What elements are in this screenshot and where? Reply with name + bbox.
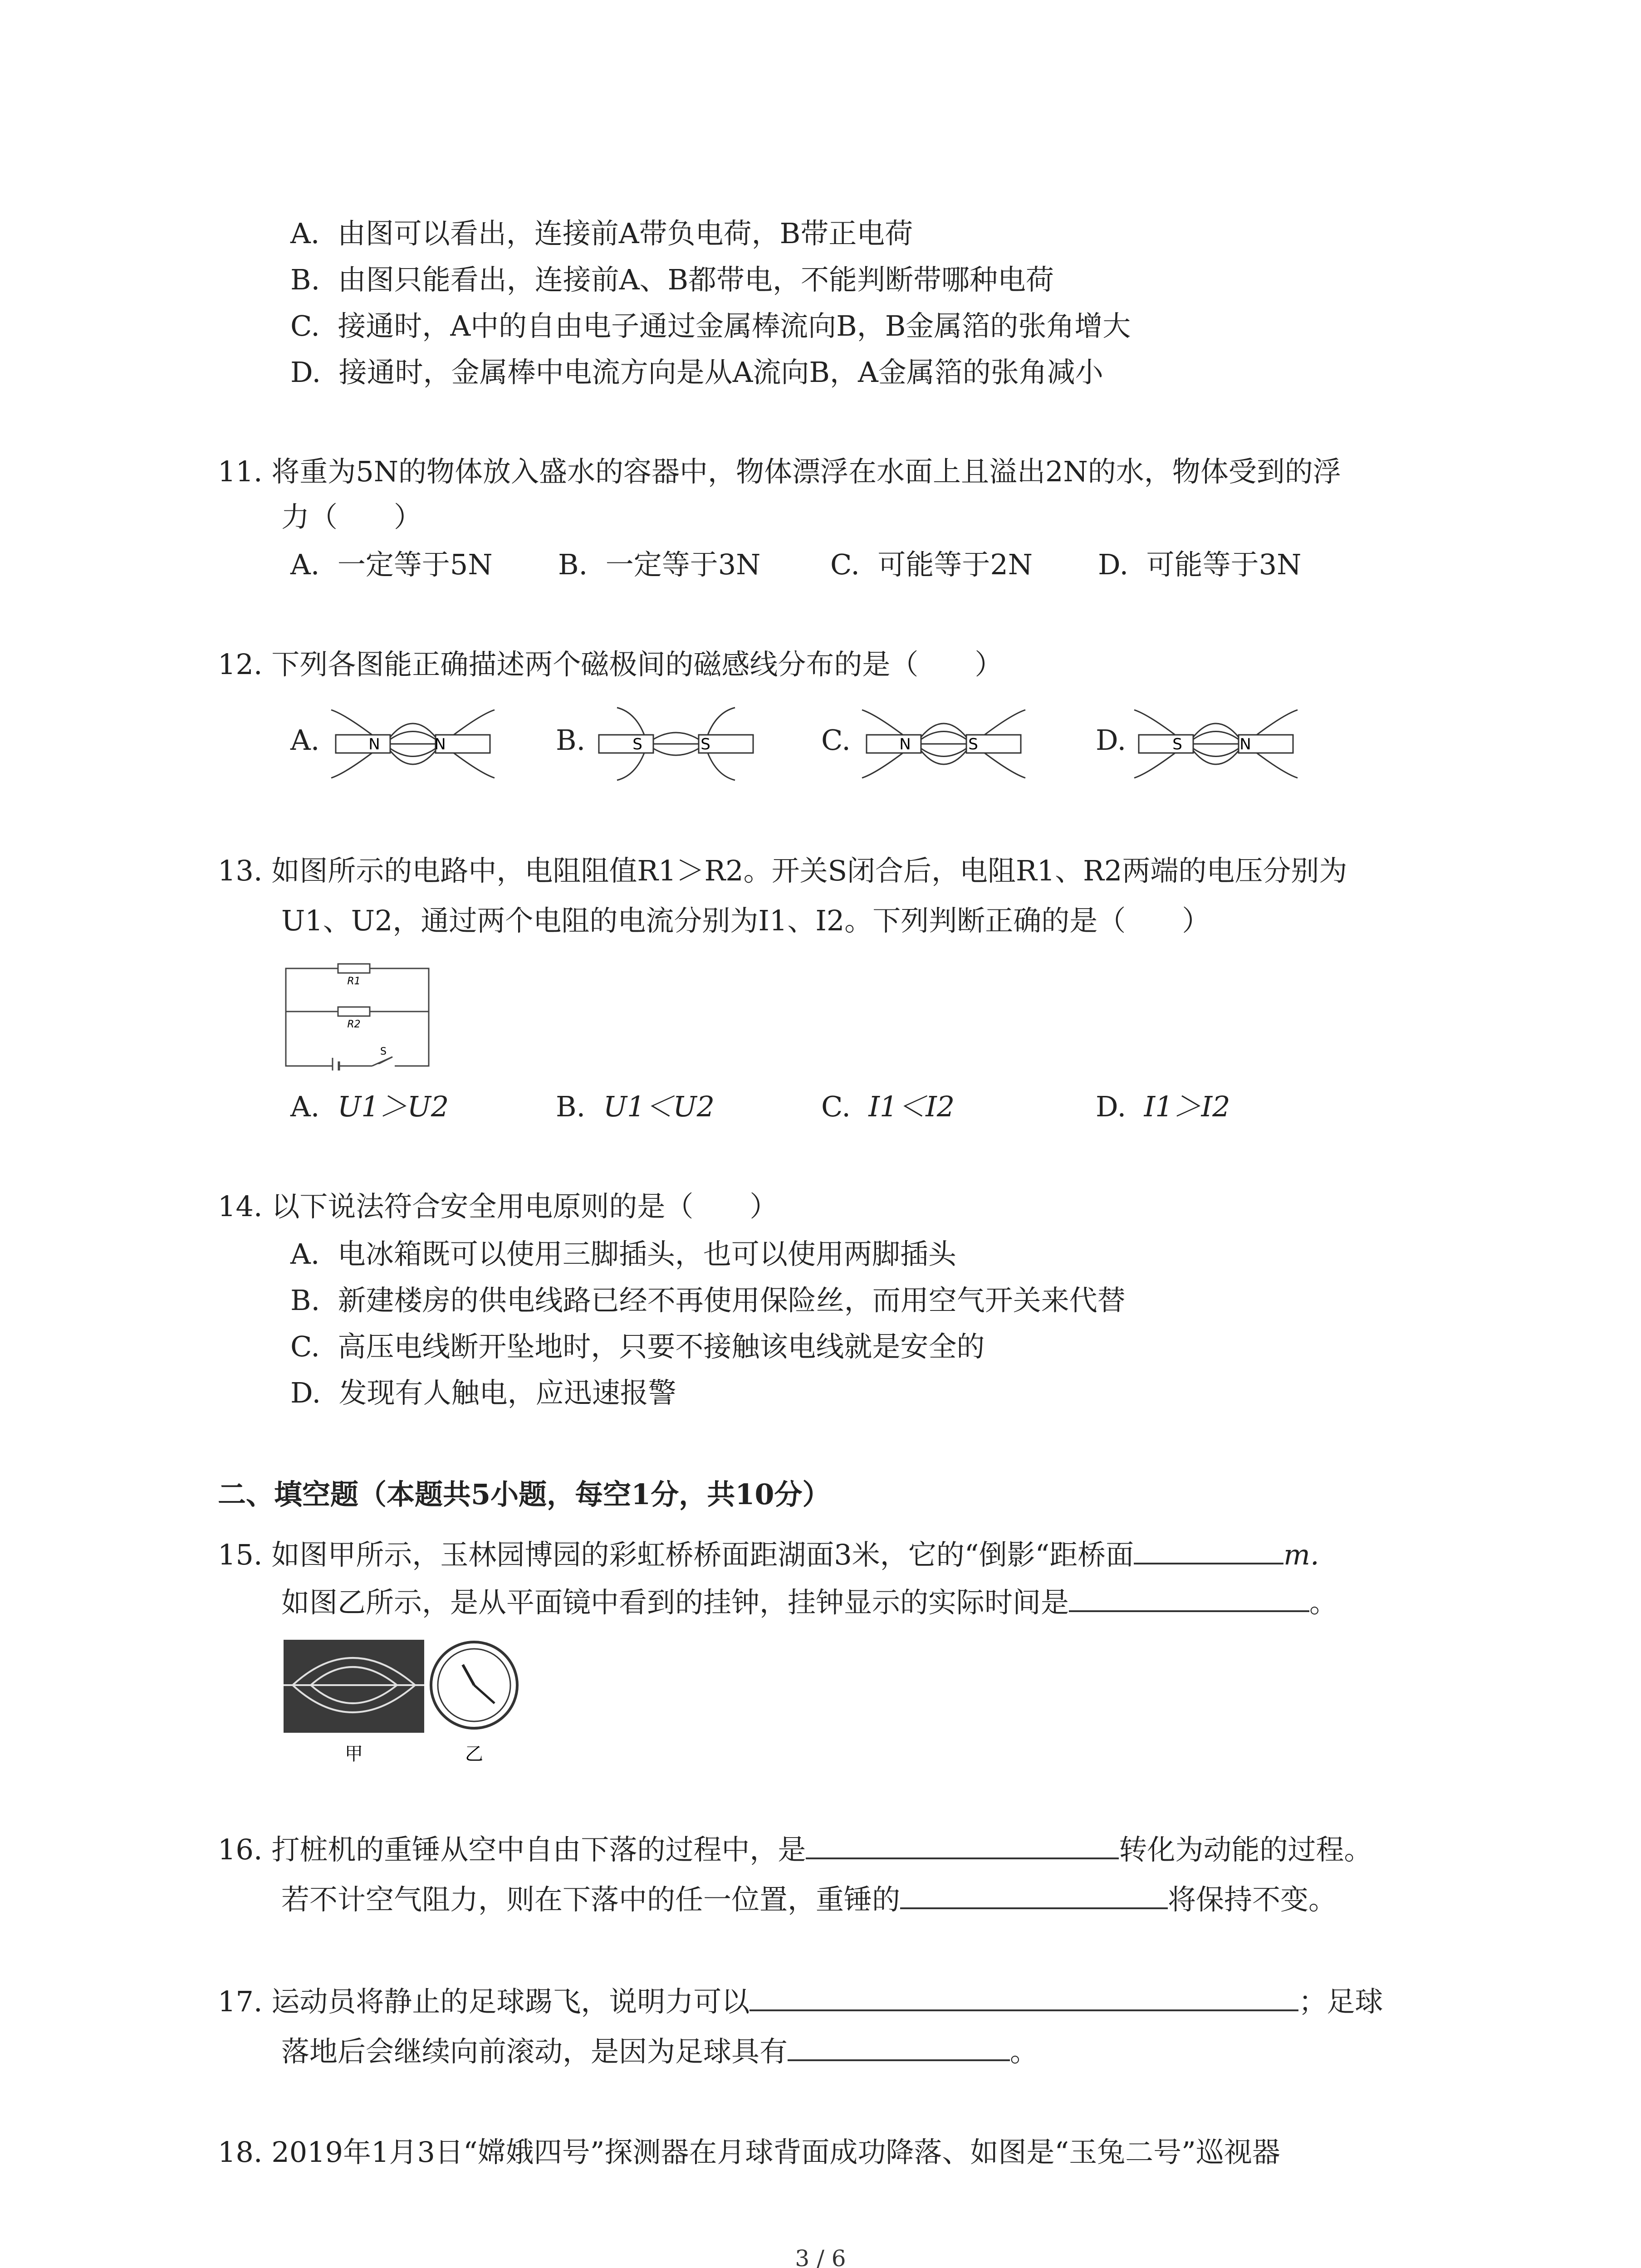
q11-option-a: A. 一定等于5N bbox=[290, 548, 493, 581]
magnet-b-right-pole: S bbox=[700, 735, 710, 753]
q15-line1: 15. 如图甲所示，玉林园博园的彩虹桥桥面距湖面3米，它的“倒影“距桥面 m. bbox=[218, 1535, 1319, 1573]
q14-stem: 14. 以下说法符合安全用电原则的是（ ） bbox=[218, 1190, 778, 1223]
q13-option-a: A. U1＞U2 bbox=[290, 1090, 449, 1123]
circuit-switch-label: S bbox=[380, 1046, 387, 1057]
section2-title: 二、填空题（本题共5小题，每空1分，共10分） bbox=[218, 1478, 831, 1511]
q13-circuit-diagram bbox=[284, 957, 433, 1070]
q17-line1: 17. 运动员将静止的足球踢飞，说明力可以 ；足球 bbox=[218, 1982, 1383, 2020]
q12-magnet-diagram-b bbox=[590, 705, 762, 782]
q13-option-b: B. U1＜U2 bbox=[556, 1090, 715, 1123]
q12-magnet-diagram-c bbox=[857, 705, 1030, 782]
q14-option-d: D. 发现有人触电，应迅速报警 bbox=[290, 1376, 676, 1409]
q10-option-b: B. 由图只能看出，连接前A、B都带电，不能判断带哪种电荷 bbox=[290, 263, 1054, 296]
magnet-c-right-pole: S bbox=[968, 735, 978, 753]
q14-option-a: A. 电冰箱既可以使用三脚插头，也可以使用两脚插头 bbox=[290, 1237, 956, 1271]
q15-blank-1[interactable] bbox=[1134, 1535, 1283, 1564]
q15-figures bbox=[284, 1640, 529, 1771]
q13-stem-line1: 13. 如图所示的电路中，电阻阻值R1＞R2。开关S闭合后，电阻R1、R2两端的电压分别为 bbox=[218, 854, 1347, 887]
circuit-r1-label: R1 bbox=[347, 976, 361, 987]
q18-line1: 18. 2019年1月3日“嫦娥四号”探测器在月球背面成功降落、如图是“玉兔二号”巡视器 bbox=[218, 2136, 1280, 2169]
fig-yi-label: 乙 bbox=[465, 1744, 483, 1765]
q11-stem-line1: 11. 将重为5N的物体放入盛水的容器中，物体漂浮在水面上且溢出2N的水，物体受到的浮 bbox=[218, 455, 1341, 488]
page-number: 3 / 6 bbox=[795, 2245, 846, 2268]
q13-option-d: D. I1＞I2 bbox=[1096, 1090, 1230, 1123]
magnet-d-left-pole: S bbox=[1172, 735, 1182, 753]
q12-option-b-letter: B. bbox=[556, 723, 586, 757]
q11-stem-line2: 力（ ） bbox=[281, 500, 422, 533]
bridge-photo bbox=[284, 1640, 424, 1733]
magnet-b-left-pole: S bbox=[632, 735, 642, 753]
q10-option-c: C. 接通时，A中的自由电子通过金属棒流向B，B金属箔的张角增大 bbox=[290, 309, 1131, 342]
q11-option-d: D. 可能等于3N bbox=[1098, 548, 1302, 581]
q10-option-d: D. 接通时，金属棒中电流方向是从A流向B，A金属箔的张角减小 bbox=[290, 356, 1103, 389]
q12-stem: 12. 下列各图能正确描述两个磁极间的磁感线分布的是（ ） bbox=[218, 648, 1003, 681]
q17-blank-1[interactable] bbox=[749, 1982, 1298, 2011]
q11-option-c: C. 可能等于2N bbox=[830, 548, 1033, 581]
q16-line1: 16. 打桩机的重锤从空中自由下落的过程中，是 转化为动能的过程。 bbox=[218, 1830, 1372, 1868]
q15-blank-2[interactable] bbox=[1069, 1583, 1309, 1612]
q12-magnet-diagram-d bbox=[1130, 705, 1302, 782]
fig-jia-label: 甲 bbox=[345, 1744, 363, 1765]
q16-blank-1[interactable] bbox=[806, 1830, 1119, 1859]
magnet-a-right-pole: N bbox=[434, 735, 446, 753]
q14-option-c: C. 高压电线断开坠地时，只要不接触该电线就是安全的 bbox=[290, 1330, 985, 1363]
circuit-r2-label: R2 bbox=[347, 1019, 361, 1030]
q12-option-c-letter: C. bbox=[821, 723, 851, 757]
q13-option-c: C. I1＜I2 bbox=[821, 1090, 955, 1123]
magnet-a-left-pole: N bbox=[368, 735, 380, 753]
magnet-d-right-pole: N bbox=[1239, 735, 1251, 753]
q16-line2: 若不计空气阻力，则在下落中的任一位置，重锤的 将保持不变。 bbox=[281, 1880, 1337, 1918]
q14-option-b: B. 新建楼房的供电线路已经不再使用保险丝，而用空气开关来代替 bbox=[290, 1284, 1126, 1317]
q12-magnet-diagram-a bbox=[327, 705, 499, 782]
q17-line2: 落地后会继续向前滚动，是因为足球具有 。 bbox=[281, 2032, 1038, 2070]
q13-stem-line2: U1、U2，通过两个电阻的电流分别为I1、I2。下列判断正确的是（ ） bbox=[281, 904, 1210, 937]
q17-blank-2[interactable] bbox=[788, 2032, 1010, 2061]
q12-option-a-letter: A. bbox=[290, 723, 320, 757]
q11-option-b: B. 一定等于3N bbox=[558, 548, 761, 581]
magnet-c-left-pole: N bbox=[899, 735, 911, 753]
q10-option-a: A. 由图可以看出，连接前A带负电荷，B带正电荷 bbox=[290, 217, 913, 250]
q16-blank-2[interactable] bbox=[900, 1880, 1168, 1909]
q12-option-d-letter: D. bbox=[1096, 723, 1127, 757]
q15-line2: 如图乙所示，是从平面镜中看到的挂钟，挂钟显示的实际时间是 。 bbox=[281, 1583, 1337, 1621]
